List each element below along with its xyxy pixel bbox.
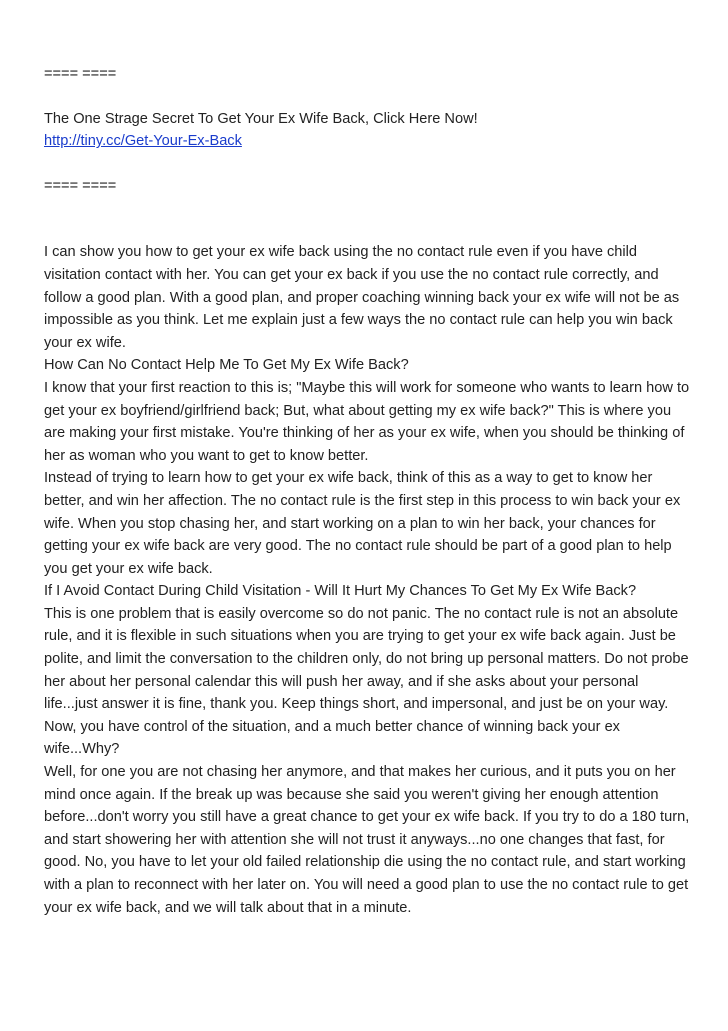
section-heading-child-visitation: If I Avoid Contact During Child Visitation - Will It Hurt My Chances To Get My Ex Wife Back? xyxy=(44,583,637,600)
promo-title: The One Strage Secret To Get Your Ex Wife Back, Click Here Now! xyxy=(44,110,478,127)
document-page xyxy=(44,63,690,919)
paragraph-intro: I can show you how to get your ex wife back using the no contact rule even if you have child visitation contact with her. You can get your ex back if you use the no contact rule correctly, and follow a good plan. With a good plan, and proper coaching winning back your ex wife will not be as impossible as you think. Let me explain just a few ways the no contact rule can help you win back your ex wife. xyxy=(44,244,680,351)
promo-link[interactable]: http://tiny.cc/Get-Your-Ex-Back xyxy=(44,133,242,150)
paragraph-instead: Instead of trying to learn how to get your ex wife back, think of this as a way to get to know her better, and win her affection. The no contact rule is the first step in this process to win back your ex wife. When you stop chasing her, and start working on a plan to win her back, your chances for getting your ex wife back are very good. The no contact rule should be part of a good plan to help you get your ex wife back. xyxy=(44,470,681,577)
paragraph-not-chasing: Well, for one you are not chasing her anymore, and that makes her curious, and it puts you on her mind once again. If the break up was because she said you weren't giving her enough attention before...don't worry you still have a great chance to get your ex wife back. If you try to do a 180 turn, and start showering her with attention she will not trust it anyways...no one changes that fast, for good. No, you have to let your old failed relationship die using the no contact rule, and start working with a plan to reconnect with her later on. You will need a good plan to use the no contact rule to get your ex wife back, and we will talk about that in a minute. xyxy=(44,764,690,916)
separator-bottom: ==== ==== xyxy=(44,177,117,194)
paragraph-first-reaction: I know that your first reaction to this is; "Maybe this will work for someone who wants to learn how to get your ex boyfriend/girlfriend back; But, what about getting my ex wife back?" This is where you are making your first mistake. You're thinking of her as your ex wife, when you should be thinking of her as woman who you want to get to know better. xyxy=(44,379,690,464)
separator-top: ==== ==== xyxy=(44,66,117,82)
paragraph-easily-overcome: This is one problem that is easily overcome so do not panic. The no contact rule is not an absolute rule, and it is flexible in such situations when you are trying to get your ex wife back again. Just be polite, and limit the conversation to the children only, do not bring up personal matters. Do not probe her about her personal calendar this will push her away, and if she asks about your personal life...just answer it is fine, thank you. Keep things short, and impersonal, and just be on your way. Now, you have control of the situation, and a much better chance of winning back your ex wife...Why? xyxy=(44,605,689,758)
section-heading-no-contact: How Can No Contact Help Me To Get My Ex Wife Back? xyxy=(44,357,409,374)
